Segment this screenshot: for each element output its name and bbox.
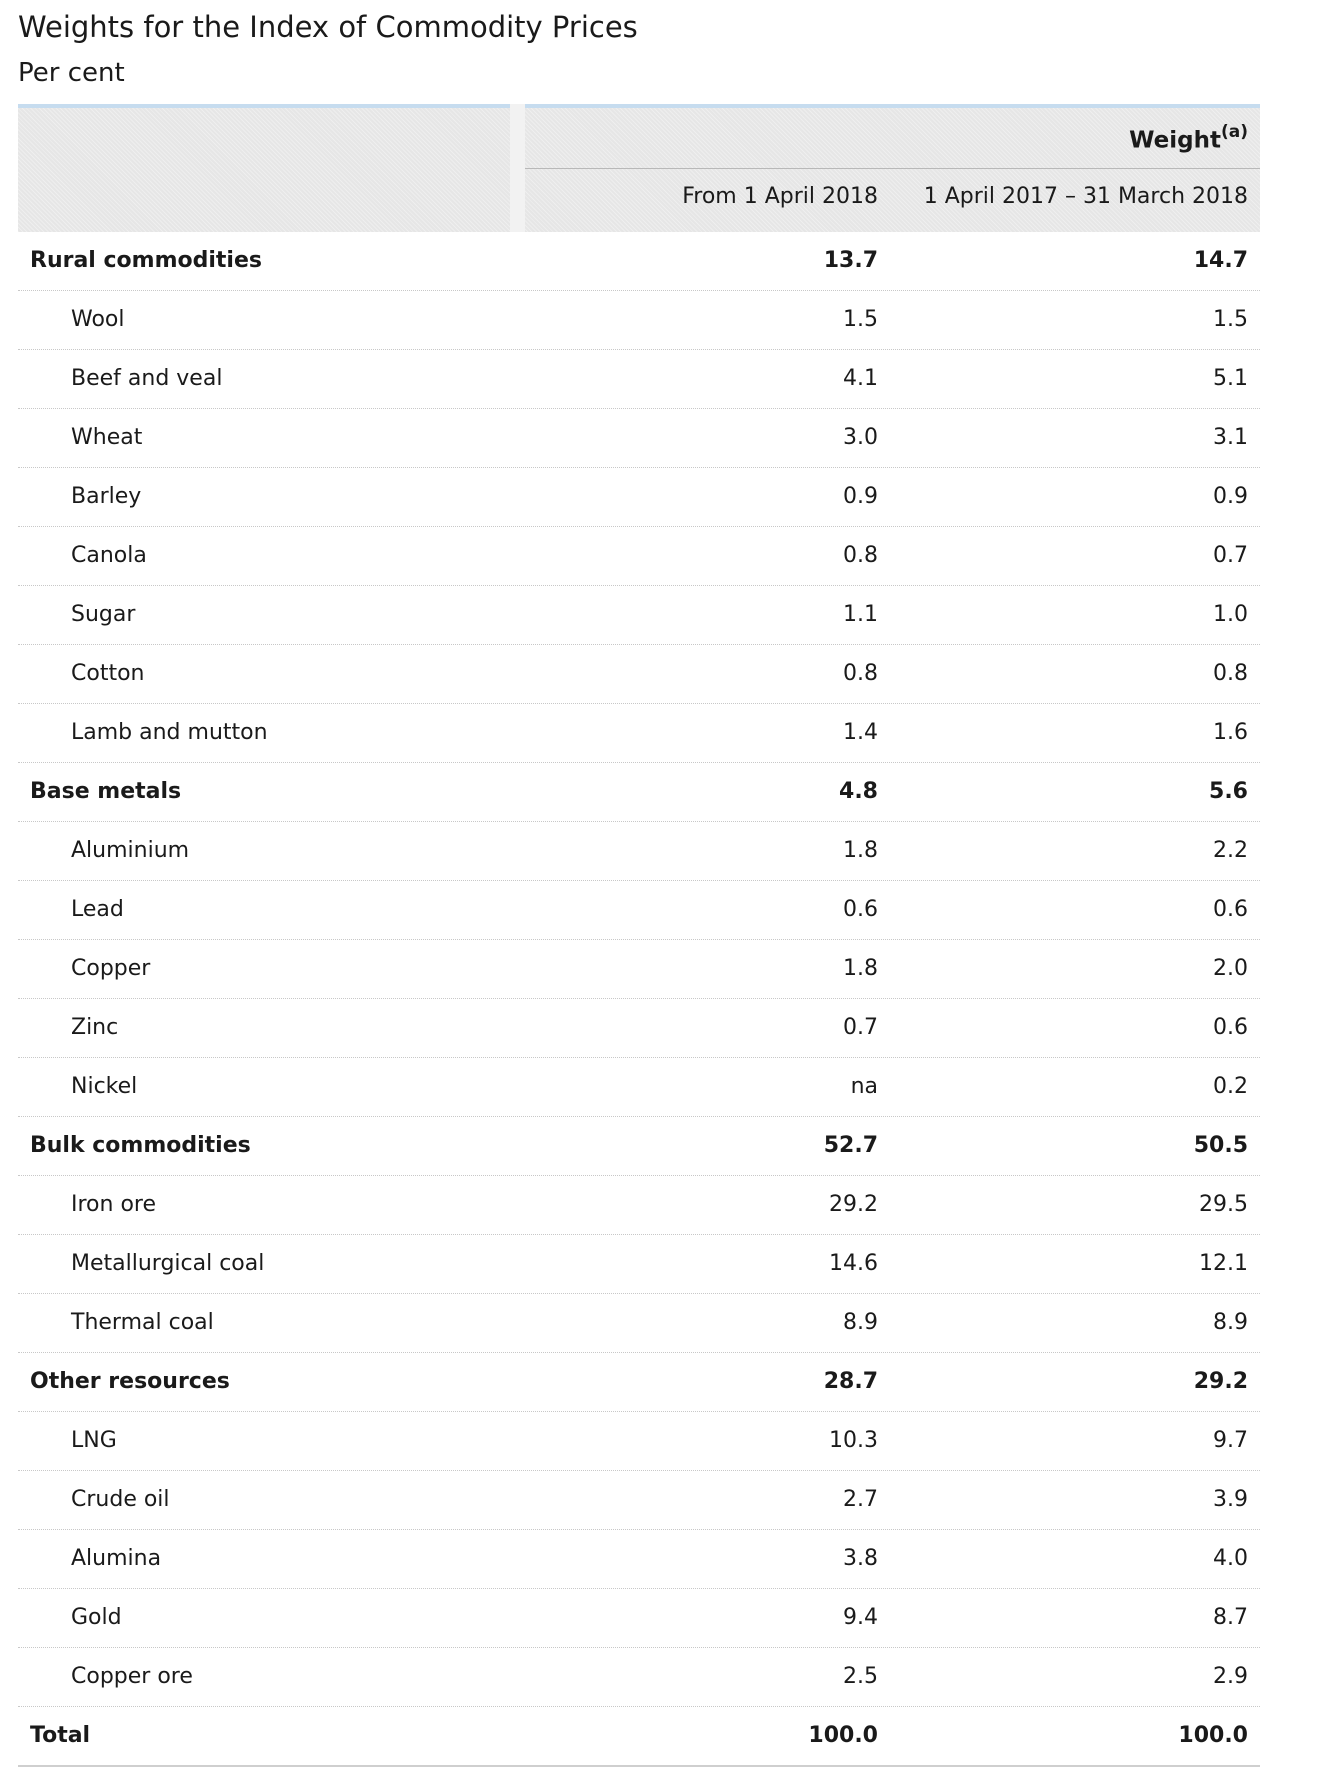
row-label: Barley <box>71 484 142 509</box>
table-row <box>18 1589 1260 1648</box>
table-total-row <box>18 1707 1260 1767</box>
row-label: Rural commodities <box>30 248 262 273</box>
table-row <box>18 350 1260 409</box>
table-group-row <box>18 1353 1260 1412</box>
row-label: Copper ore <box>71 1664 193 1689</box>
weight-previous: 0.8 <box>1213 661 1248 686</box>
row-label: Gold <box>71 1605 122 1630</box>
table-row <box>18 409 1260 468</box>
weight-current: 4.8 <box>839 779 878 804</box>
weight-current: 10.3 <box>829 1428 878 1453</box>
weight-previous: 29.5 <box>1199 1192 1248 1217</box>
weight-current: 2.5 <box>843 1664 878 1689</box>
table-header <box>18 104 1260 232</box>
weight-current: 1.8 <box>843 838 878 863</box>
row-label: Metallurgical coal <box>71 1251 265 1276</box>
weight-previous: 5.1 <box>1213 366 1248 391</box>
table-group-row <box>18 1117 1260 1176</box>
weight-current: 1.5 <box>843 307 878 332</box>
header-divider <box>525 168 1260 169</box>
weight-previous: 0.9 <box>1213 484 1248 509</box>
row-label: Iron ore <box>71 1192 157 1217</box>
weight-current: 13.7 <box>823 248 878 273</box>
table-row <box>18 1294 1260 1353</box>
row-label: Crude oil <box>71 1487 170 1512</box>
table-row <box>18 586 1260 645</box>
weight-current: 14.6 <box>829 1251 878 1276</box>
row-label: Wheat <box>71 425 143 450</box>
weight-previous: 1.5 <box>1213 307 1248 332</box>
weight-heading-label: Weight <box>1129 127 1221 154</box>
weight-current: 3.8 <box>843 1546 878 1571</box>
weight-current: 29.2 <box>829 1192 878 1217</box>
row-label: Copper <box>71 956 151 981</box>
row-label: Sugar <box>71 602 136 627</box>
table-row <box>18 999 1260 1058</box>
weight-previous: 2.0 <box>1213 956 1248 981</box>
weight-previous: 0.6 <box>1213 897 1248 922</box>
row-label: Nickel <box>71 1074 138 1099</box>
weight-current: na <box>850 1074 878 1099</box>
table-group-row <box>18 232 1260 291</box>
weight-previous: 0.7 <box>1213 543 1248 568</box>
weight-current: 0.6 <box>843 897 878 922</box>
weight-previous: 29.2 <box>1193 1369 1248 1394</box>
column-header-previous: 1 April 2017 – 31 March 2018 <box>923 184 1248 209</box>
row-label: Lamb and mutton <box>71 720 268 745</box>
table-row <box>18 1530 1260 1589</box>
weight-previous: 1.6 <box>1213 720 1248 745</box>
row-label: Thermal coal <box>71 1310 214 1335</box>
weight-current: 8.9 <box>843 1310 878 1335</box>
header-accent-right <box>525 104 1260 108</box>
weight-previous: 9.7 <box>1213 1428 1248 1453</box>
weights-table <box>18 104 1260 1767</box>
weight-current: 1.8 <box>843 956 878 981</box>
table-row <box>18 527 1260 586</box>
row-label: Cotton <box>71 661 145 686</box>
row-label: Beef and veal <box>71 366 223 391</box>
table-row <box>18 704 1260 763</box>
weight-current: 100.0 <box>808 1723 878 1748</box>
weight-previous: 3.1 <box>1213 425 1248 450</box>
row-label: Canola <box>71 543 147 568</box>
weight-current: 3.0 <box>843 425 878 450</box>
row-label: Aluminium <box>71 838 190 863</box>
weight-current: 0.9 <box>843 484 878 509</box>
row-label: Lead <box>71 897 124 922</box>
page-subtitle: Per cent <box>18 58 125 88</box>
column-header-current: From 1 April 2018 <box>682 184 878 209</box>
weight-previous: 50.5 <box>1193 1133 1248 1158</box>
weight-previous: 8.9 <box>1213 1310 1248 1335</box>
weight-previous: 4.0 <box>1213 1546 1248 1571</box>
weight-current: 52.7 <box>823 1133 878 1158</box>
weight-previous: 12.1 <box>1199 1251 1248 1276</box>
weight-current: 0.8 <box>843 543 878 568</box>
header-column-gap <box>510 104 525 232</box>
table-row <box>18 1412 1260 1471</box>
weight-current: 4.1 <box>843 366 878 391</box>
weight-previous: 0.6 <box>1213 1015 1248 1040</box>
table-row <box>18 940 1260 999</box>
weight-current: 0.7 <box>843 1015 878 1040</box>
row-label: LNG <box>71 1428 117 1453</box>
header-accent-left <box>18 104 510 108</box>
row-label: Other resources <box>30 1369 230 1394</box>
weight-current: 1.1 <box>843 602 878 627</box>
page-title: Weights for the Index of Commodity Prices <box>18 10 638 44</box>
row-label: Total <box>30 1723 91 1748</box>
table-body <box>18 232 1260 1767</box>
row-label: Base metals <box>30 779 182 804</box>
weight-previous: 14.7 <box>1193 248 1248 273</box>
weight-previous: 2.9 <box>1213 1664 1248 1689</box>
weight-current: 1.4 <box>843 720 878 745</box>
weight-previous: 100.0 <box>1178 1723 1248 1748</box>
table-row <box>18 881 1260 940</box>
row-label: Zinc <box>71 1015 119 1040</box>
table-row <box>18 822 1260 881</box>
table-row <box>18 1471 1260 1530</box>
table-row <box>18 1176 1260 1235</box>
table-row <box>18 1235 1260 1294</box>
weight-previous: 3.9 <box>1213 1487 1248 1512</box>
weight-current: 2.7 <box>843 1487 878 1512</box>
row-label: Wool <box>71 307 125 332</box>
weight-current: 9.4 <box>843 1605 878 1630</box>
weight-previous: 8.7 <box>1213 1605 1248 1630</box>
table-row <box>18 468 1260 527</box>
weight-previous: 5.6 <box>1209 779 1248 804</box>
weight-current: 28.7 <box>823 1369 878 1394</box>
table-row <box>18 291 1260 350</box>
weight-footnote-marker: (a) <box>1220 122 1248 142</box>
weight-previous: 1.0 <box>1213 602 1248 627</box>
row-label: Bulk commodities <box>30 1133 251 1158</box>
table-row <box>18 645 1260 704</box>
weight-previous: 0.2 <box>1213 1074 1248 1099</box>
row-label: Alumina <box>71 1546 162 1571</box>
weight-previous: 2.2 <box>1213 838 1248 863</box>
table-row <box>18 1648 1260 1707</box>
weight-heading <box>1129 124 1248 154</box>
table-group-row <box>18 763 1260 822</box>
table-row <box>18 1058 1260 1117</box>
weight-current: 0.8 <box>843 661 878 686</box>
